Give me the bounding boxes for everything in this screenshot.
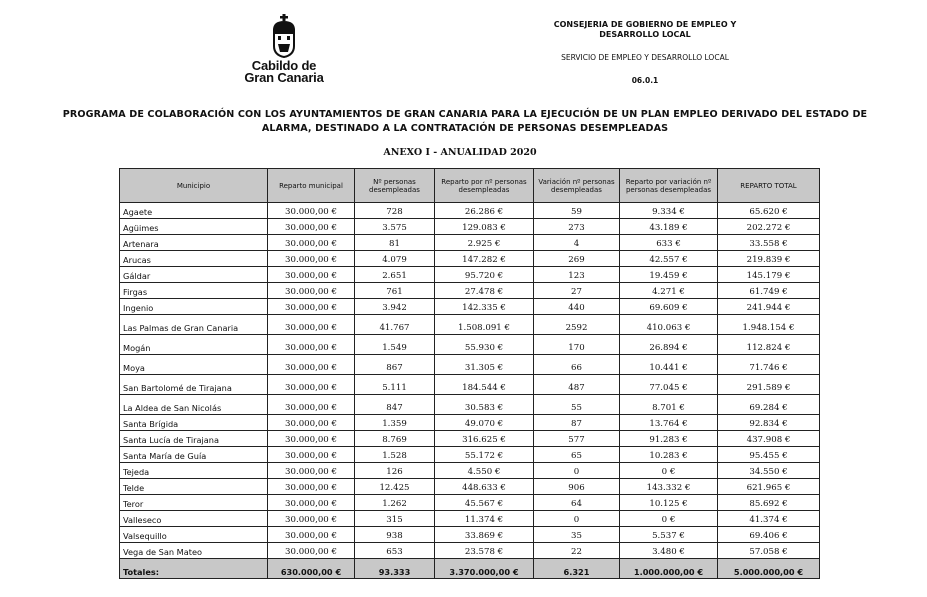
cell-reparto-variacion: 10.283 € bbox=[620, 447, 718, 463]
cell-municipio: Vega de San Mateo bbox=[120, 543, 268, 559]
cell-personas: 847 bbox=[355, 395, 435, 415]
column-header-reparto-variacion: Reparto por variación nº personas desempleadas bbox=[620, 169, 718, 203]
table-row bbox=[120, 495, 820, 511]
cell-reparto-total: 621.965 € bbox=[718, 479, 820, 495]
table-row bbox=[120, 511, 820, 527]
cell-reparto-personas: 33.869 € bbox=[435, 527, 534, 543]
cell-reparto-personas: 1.508.091 € bbox=[435, 315, 534, 335]
table-row bbox=[120, 283, 820, 299]
cell-reparto-municipal: 30.000,00 € bbox=[268, 335, 355, 355]
column-header-reparto-total: REPARTO TOTAL bbox=[718, 169, 820, 203]
cell-variacion: 577 bbox=[534, 431, 620, 447]
cell-variacion: 487 bbox=[534, 375, 620, 395]
cell-variacion: 906 bbox=[534, 479, 620, 495]
cell-reparto-variacion: 8.701 € bbox=[620, 395, 718, 415]
cell-municipio: Teror bbox=[120, 495, 268, 511]
cell-reparto-variacion: 43.189 € bbox=[620, 219, 718, 235]
cell-reparto-municipal: 30.000,00 € bbox=[268, 251, 355, 267]
cell-variacion: 64 bbox=[534, 495, 620, 511]
cell-reparto-total: 34.550 € bbox=[718, 463, 820, 479]
department-name bbox=[520, 20, 770, 40]
cell-municipio: Gáldar bbox=[120, 267, 268, 283]
cell-personas: 4.079 bbox=[355, 251, 435, 267]
cell-reparto-variacion: 91.283 € bbox=[620, 431, 718, 447]
column-header-personas-desempleadas: Nº personas desempleadas bbox=[355, 169, 435, 203]
cell-reparto-variacion: 143.332 € bbox=[620, 479, 718, 495]
total-reparto-total: 5.000.000,00 € bbox=[718, 559, 820, 579]
cell-variacion: 22 bbox=[534, 543, 620, 559]
cell-variacion: 87 bbox=[534, 415, 620, 431]
cell-reparto-personas: 448.633 € bbox=[435, 479, 534, 495]
cell-reparto-total: 437.908 € bbox=[718, 431, 820, 447]
logo-line-2: Gran Canaria bbox=[244, 70, 324, 85]
cell-reparto-personas: 4.550 € bbox=[435, 463, 534, 479]
cell-reparto-total: 291.589 € bbox=[718, 375, 820, 395]
cell-municipio: Valleseco bbox=[120, 511, 268, 527]
cell-reparto-personas: 129.083 € bbox=[435, 219, 534, 235]
cell-municipio: Mogán bbox=[120, 335, 268, 355]
cell-personas: 728 bbox=[355, 203, 435, 219]
cell-reparto-municipal: 30.000,00 € bbox=[268, 511, 355, 527]
cell-reparto-personas: 95.720 € bbox=[435, 267, 534, 283]
allocation-table bbox=[119, 168, 820, 579]
cell-reparto-personas: 31.305 € bbox=[435, 355, 534, 375]
title-line-1: PROGRAMA DE COLABORACIÓN CON LOS AYUNTAMIENTOS DE GRAN CANARIA PARA LA EJECUCIÓN DE UN PLAN EMPLEO DERIVADO DEL ESTADO DE bbox=[62, 109, 868, 120]
cell-reparto-total: 69.406 € bbox=[718, 527, 820, 543]
cell-municipio: Tejeda bbox=[120, 463, 268, 479]
cell-reparto-total: 33.558 € bbox=[718, 235, 820, 251]
cell-reparto-municipal: 30.000,00 € bbox=[268, 315, 355, 335]
column-header-reparto-personas: Reparto por nº personas desempleadas bbox=[435, 169, 534, 203]
cell-municipio: Agüimes bbox=[120, 219, 268, 235]
annex-heading: ANEXO I - ANUALIDAD 2020 bbox=[383, 147, 537, 158]
cell-personas: 5.111 bbox=[355, 375, 435, 395]
cell-municipio: Telde bbox=[120, 479, 268, 495]
cell-reparto-municipal: 30.000,00 € bbox=[268, 219, 355, 235]
cell-reparto-variacion: 410.063 € bbox=[620, 315, 718, 335]
cell-reparto-personas: 27.478 € bbox=[435, 283, 534, 299]
cell-reparto-municipal: 30.000,00 € bbox=[268, 431, 355, 447]
cell-variacion: 170 bbox=[534, 335, 620, 355]
document-title bbox=[60, 108, 870, 136]
cell-reparto-total: 219.839 € bbox=[718, 251, 820, 267]
table-row bbox=[120, 431, 820, 447]
table-row bbox=[120, 235, 820, 251]
cell-municipio: Ingenio bbox=[120, 299, 268, 315]
cell-reparto-personas: 184.544 € bbox=[435, 375, 534, 395]
department-line-1: CONSEJERIA DE GOBIERNO DE EMPLEO Y bbox=[553, 20, 737, 29]
cell-variacion: 0 bbox=[534, 463, 620, 479]
cell-personas: 761 bbox=[355, 283, 435, 299]
cell-variacion: 65 bbox=[534, 447, 620, 463]
cell-reparto-personas: 142.335 € bbox=[435, 299, 534, 315]
cell-variacion: 55 bbox=[534, 395, 620, 415]
cell-reparto-variacion: 633 € bbox=[620, 235, 718, 251]
cell-municipio: Firgas bbox=[120, 283, 268, 299]
total-reparto-variacion: 1.000.000,00 € bbox=[620, 559, 718, 579]
cell-reparto-variacion: 5.537 € bbox=[620, 527, 718, 543]
cell-reparto-variacion: 9.334 € bbox=[620, 203, 718, 219]
cell-reparto-personas: 49.070 € bbox=[435, 415, 534, 431]
table-row bbox=[120, 447, 820, 463]
column-header-municipio: Municipio bbox=[120, 169, 268, 203]
table-row bbox=[120, 543, 820, 559]
cell-municipio: Valsequillo bbox=[120, 527, 268, 543]
cell-reparto-personas: 11.374 € bbox=[435, 511, 534, 527]
cabildo-logo bbox=[236, 14, 332, 84]
cell-reparto-personas: 55.930 € bbox=[435, 335, 534, 355]
cell-reparto-personas: 147.282 € bbox=[435, 251, 534, 267]
cell-personas: 126 bbox=[355, 463, 435, 479]
cell-reparto-variacion: 10.441 € bbox=[620, 355, 718, 375]
cell-personas: 1.528 bbox=[355, 447, 435, 463]
cell-reparto-variacion: 69.609 € bbox=[620, 299, 718, 315]
total-variacion: 6.321 bbox=[534, 559, 620, 579]
cell-reparto-total: 71.746 € bbox=[718, 355, 820, 375]
cell-reparto-total: 65.620 € bbox=[718, 203, 820, 219]
cell-reparto-total: 1.948.154 € bbox=[718, 315, 820, 335]
cell-personas: 867 bbox=[355, 355, 435, 375]
document-code: 06.0.1 bbox=[631, 76, 659, 85]
cell-variacion: 66 bbox=[534, 355, 620, 375]
cell-reparto-personas: 26.286 € bbox=[435, 203, 534, 219]
cell-reparto-variacion: 19.459 € bbox=[620, 267, 718, 283]
cell-municipio: Las Palmas de Gran Canaria bbox=[120, 315, 268, 335]
cell-municipio: Arucas bbox=[120, 251, 268, 267]
cell-reparto-variacion: 13.764 € bbox=[620, 415, 718, 431]
logo-line-1: Cabildo de bbox=[251, 58, 317, 73]
cell-reparto-variacion: 26.894 € bbox=[620, 335, 718, 355]
cell-personas: 81 bbox=[355, 235, 435, 251]
cell-personas: 315 bbox=[355, 511, 435, 527]
cell-reparto-personas: 55.172 € bbox=[435, 447, 534, 463]
cell-municipio: Santa Brígida bbox=[120, 415, 268, 431]
cell-variacion: 273 bbox=[534, 219, 620, 235]
cell-reparto-total: 57.058 € bbox=[718, 543, 820, 559]
cell-personas: 938 bbox=[355, 527, 435, 543]
cell-variacion: 35 bbox=[534, 527, 620, 543]
cell-reparto-municipal: 30.000,00 € bbox=[268, 479, 355, 495]
cell-variacion: 440 bbox=[534, 299, 620, 315]
cell-personas: 1.549 bbox=[355, 335, 435, 355]
cell-reparto-total: 95.455 € bbox=[718, 447, 820, 463]
cell-reparto-municipal: 30.000,00 € bbox=[268, 299, 355, 315]
table-row bbox=[120, 375, 820, 395]
cell-variacion: 59 bbox=[534, 203, 620, 219]
cell-reparto-municipal: 30.000,00 € bbox=[268, 463, 355, 479]
cell-variacion: 269 bbox=[534, 251, 620, 267]
table-row bbox=[120, 219, 820, 235]
column-header-variacion: Variación nº personas desempleadas bbox=[534, 169, 620, 203]
cell-personas: 1.262 bbox=[355, 495, 435, 511]
cell-reparto-personas: 45.567 € bbox=[435, 495, 534, 511]
cell-reparto-municipal: 30.000,00 € bbox=[268, 395, 355, 415]
cell-reparto-municipal: 30.000,00 € bbox=[268, 527, 355, 543]
cell-variacion: 0 bbox=[534, 511, 620, 527]
cell-reparto-total: 92.834 € bbox=[718, 415, 820, 431]
cell-personas: 12.425 bbox=[355, 479, 435, 495]
table-row bbox=[120, 315, 820, 335]
cell-reparto-total: 145.179 € bbox=[718, 267, 820, 283]
cell-reparto-variacion: 0 € bbox=[620, 463, 718, 479]
cell-variacion: 2592 bbox=[534, 315, 620, 335]
cell-reparto-total: 41.374 € bbox=[718, 511, 820, 527]
table-row bbox=[120, 203, 820, 219]
cell-personas: 1.359 bbox=[355, 415, 435, 431]
table-row bbox=[120, 267, 820, 283]
cell-municipio: Artenara bbox=[120, 235, 268, 251]
cell-personas: 41.767 bbox=[355, 315, 435, 335]
total-reparto-personas: 3.370.000,00 € bbox=[435, 559, 534, 579]
table-row bbox=[120, 527, 820, 543]
table-row bbox=[120, 463, 820, 479]
title-line-2: ALARMA, DESTINADO A LA CONTRATACIÓN DE PERSONAS DESEMPLEADAS bbox=[261, 123, 669, 134]
cell-reparto-personas: 316.625 € bbox=[435, 431, 534, 447]
table-row bbox=[120, 299, 820, 315]
department-line-2: DESARROLLO LOCAL bbox=[599, 30, 691, 39]
table-row bbox=[120, 335, 820, 355]
cell-personas: 8.769 bbox=[355, 431, 435, 447]
totals-row bbox=[120, 559, 820, 579]
cell-municipio: Santa Lucía de Tirajana bbox=[120, 431, 268, 447]
table-row bbox=[120, 355, 820, 375]
table-row bbox=[120, 395, 820, 415]
cell-reparto-municipal: 30.000,00 € bbox=[268, 495, 355, 511]
cell-municipio: San Bartolomé de Tirajana bbox=[120, 375, 268, 395]
cell-reparto-municipal: 30.000,00 € bbox=[268, 235, 355, 251]
table-row bbox=[120, 415, 820, 431]
cell-reparto-personas: 23.578 € bbox=[435, 543, 534, 559]
cell-personas: 3.575 bbox=[355, 219, 435, 235]
cell-municipio: La Aldea de San Nicolás bbox=[120, 395, 268, 415]
column-header-reparto-municipal: Reparto municipal bbox=[268, 169, 355, 203]
cell-reparto-personas: 2.925 € bbox=[435, 235, 534, 251]
cell-reparto-municipal: 30.000,00 € bbox=[268, 355, 355, 375]
totals-label: Totales: bbox=[120, 559, 268, 579]
cell-reparto-variacion: 42.557 € bbox=[620, 251, 718, 267]
cell-reparto-total: 85.692 € bbox=[718, 495, 820, 511]
cell-reparto-municipal: 30.000,00 € bbox=[268, 203, 355, 219]
total-personas: 93.333 bbox=[355, 559, 435, 579]
cell-personas: 653 bbox=[355, 543, 435, 559]
cell-municipio: Moya bbox=[120, 355, 268, 375]
cell-variacion: 123 bbox=[534, 267, 620, 283]
cell-reparto-variacion: 0 € bbox=[620, 511, 718, 527]
table-row bbox=[120, 479, 820, 495]
cell-reparto-total: 202.272 € bbox=[718, 219, 820, 235]
cell-personas: 3.942 bbox=[355, 299, 435, 315]
cell-reparto-total: 61.749 € bbox=[718, 283, 820, 299]
cell-reparto-variacion: 4.271 € bbox=[620, 283, 718, 299]
cell-reparto-municipal: 30.000,00 € bbox=[268, 283, 355, 299]
cell-municipio: Agaete bbox=[120, 203, 268, 219]
cell-reparto-variacion: 77.045 € bbox=[620, 375, 718, 395]
cell-reparto-variacion: 10.125 € bbox=[620, 495, 718, 511]
cell-reparto-municipal: 30.000,00 € bbox=[268, 543, 355, 559]
cell-reparto-total: 112.824 € bbox=[718, 335, 820, 355]
table-header-row bbox=[120, 169, 820, 203]
cell-reparto-municipal: 30.000,00 € bbox=[268, 375, 355, 395]
cell-reparto-variacion: 3.480 € bbox=[620, 543, 718, 559]
cell-reparto-municipal: 30.000,00 € bbox=[268, 447, 355, 463]
service-name: SERVICIO DE EMPLEO Y DESARROLLO LOCAL bbox=[561, 53, 729, 62]
cell-variacion: 4 bbox=[534, 235, 620, 251]
cell-reparto-personas: 30.583 € bbox=[435, 395, 534, 415]
cell-municipio: Santa María de Guía bbox=[120, 447, 268, 463]
total-reparto-municipal: 630.000,00 € bbox=[268, 559, 355, 579]
coat-of-arms-icon bbox=[269, 14, 299, 58]
cell-reparto-total: 69.284 € bbox=[718, 395, 820, 415]
cell-variacion: 27 bbox=[534, 283, 620, 299]
cell-reparto-total: 241.944 € bbox=[718, 299, 820, 315]
cell-reparto-municipal: 30.000,00 € bbox=[268, 415, 355, 431]
cell-reparto-municipal: 30.000,00 € bbox=[268, 267, 355, 283]
table-row bbox=[120, 251, 820, 267]
cell-personas: 2.651 bbox=[355, 267, 435, 283]
